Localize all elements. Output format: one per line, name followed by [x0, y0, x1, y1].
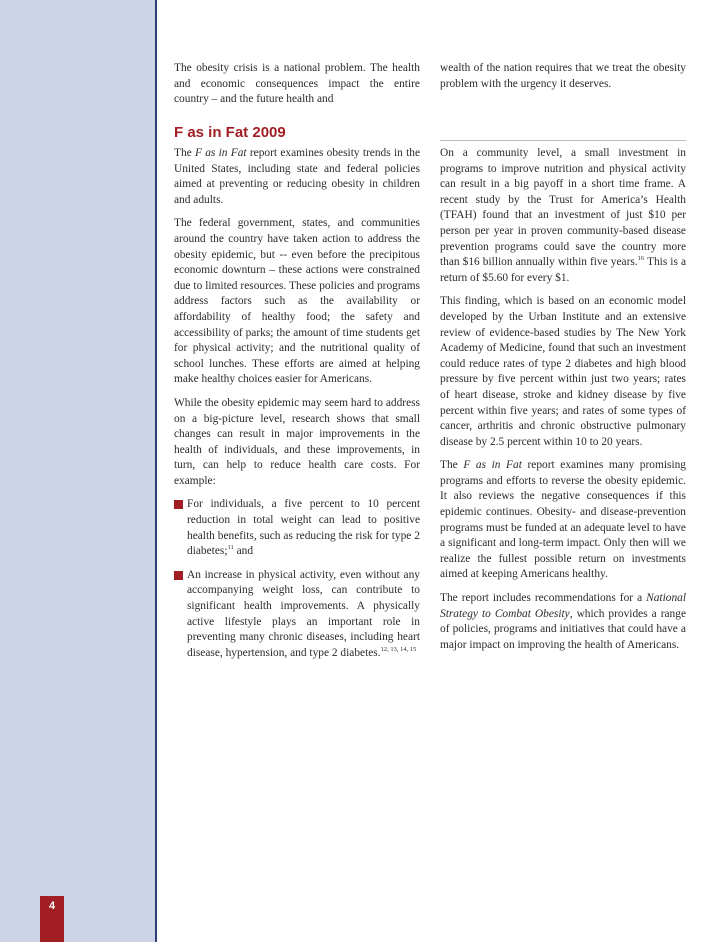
bullet-square-icon [174, 571, 183, 580]
r3-post: report examines many promising programs and efforts to reverse the obesity epidemic. It also reviews the negative consequences if this epidemic continues. Obesity- and disease-prevention programs must be funded at an adequate level to have a significant and long-term impact. Only then will we realize the fullest possible return on investments aimed at keeping Americans healthy. [440, 459, 687, 581]
bullet-2-text: An increase in physical activity, even without any accompanying weight loss, can contribute to significant health improvements. A physically active lifestyle plays an important role in preventing many chronic diseases, including heart disease, hypertension, and type 2 diabetes. [187, 568, 420, 659]
bullet-1-text: For individuals, a five percent to 10 percent reduction in total weight can lead to positive health benefits, such as reducing the risk for type 2 diabetes; [187, 498, 420, 558]
side-band [0, 0, 155, 942]
paragraph-community [440, 146, 686, 286]
section-heading: F as in Fat 2009 [174, 124, 286, 141]
bullet-item-weight [174, 497, 420, 559]
p1-pre: The [174, 147, 195, 159]
intro-left [174, 61, 420, 116]
right-column [440, 146, 686, 661]
paragraph-programs [440, 458, 686, 583]
bullet-1-tail: and [233, 545, 254, 558]
page-number: 4 [48, 900, 56, 912]
paragraph-fat-report [174, 146, 420, 208]
side-rule [155, 0, 157, 942]
r1-tail: This is a return of $5.60 for every $1. [440, 256, 686, 284]
bullet-list [174, 497, 420, 661]
page-number-tab [40, 896, 64, 942]
r4-pre: The report includes recommendations for a [440, 592, 647, 605]
intro-left-text: The obesity crisis is a national problem. The health and economic consequences impact the entire country – and the future health and [174, 62, 420, 106]
bullet-2-sup: 12, 13, 14, 15 [380, 646, 417, 654]
intro-right [440, 61, 686, 100]
left-column [174, 146, 420, 669]
r1-text: On a community level, a small investment in programs to improve nutrition and physical activity can result in a big payoff in a short time frame. A recent study by the Trust for America’s Health (TFAH) found that an investment of just $10 per person per year in proven community-based disease prevention programs could save the country more than $16 billion annually within five years. [440, 147, 686, 269]
right-divider [440, 140, 686, 141]
r4-post: , which provides a range of policies, programs and initiatives that could have a major impact on improving the health of Americans. [440, 607, 687, 651]
paragraph-government: The federal government, states, and communities around the country have taken action to address the obesity epidemic, but -- even before the precipitous economic downturn – these actions were constrained due to limited resources. These policies and programs address factors such as the availability or affordability of healthy food; the safety and accessibility of parks; the amount of time students get for physical activity; and the nutritional quality of school lunches. These efforts are aimed at helping make healthy choices easier for Americans. [174, 217, 420, 386]
paragraph-finding: This finding, which is based on an economic model developed by the Urban Institute and an extensive review of evidence-based studies by The New York Academy of Medicine, found that such an investment could reduce rates of type 2 diabetes and high blood pressure by five percent within just two years; rates of heart disease, stroke and kidney disease by five percent within five years; and rates of some types of cancer, arthritis and chronic obstructive pulmonary disease by 2.5 percent within 10 to 20 years. [440, 295, 686, 448]
p1-italic: F as in Fat [195, 147, 247, 159]
paragraph-small-changes: While the obesity epidemic may seem hard to address on a big-picture level, research shows that small changes can result in major improvements in the health of individuals, and these improvements, in turn, can help to reduce health care costs. For example: [174, 396, 420, 487]
intro-right-text: wealth of the nation requires that we treat the obesity problem with the urgency it deserves. [440, 62, 686, 90]
r3-italic: F as in Fat [463, 459, 522, 472]
r4-italic: National Strategy to Combat Obesity [440, 592, 686, 620]
r3-pre: The [440, 459, 464, 472]
bullet-1-sup: 11 [227, 544, 234, 552]
paragraph-recommendations [440, 591, 686, 653]
r1-sup: 16 [637, 255, 645, 263]
bullet-square-icon [174, 500, 183, 509]
bullet-item-activity [174, 568, 420, 662]
p1-post: report examines obesity trends in the United States, including state and federal policies aimed at preventing or reducing obesity in children and adults. [174, 147, 421, 206]
